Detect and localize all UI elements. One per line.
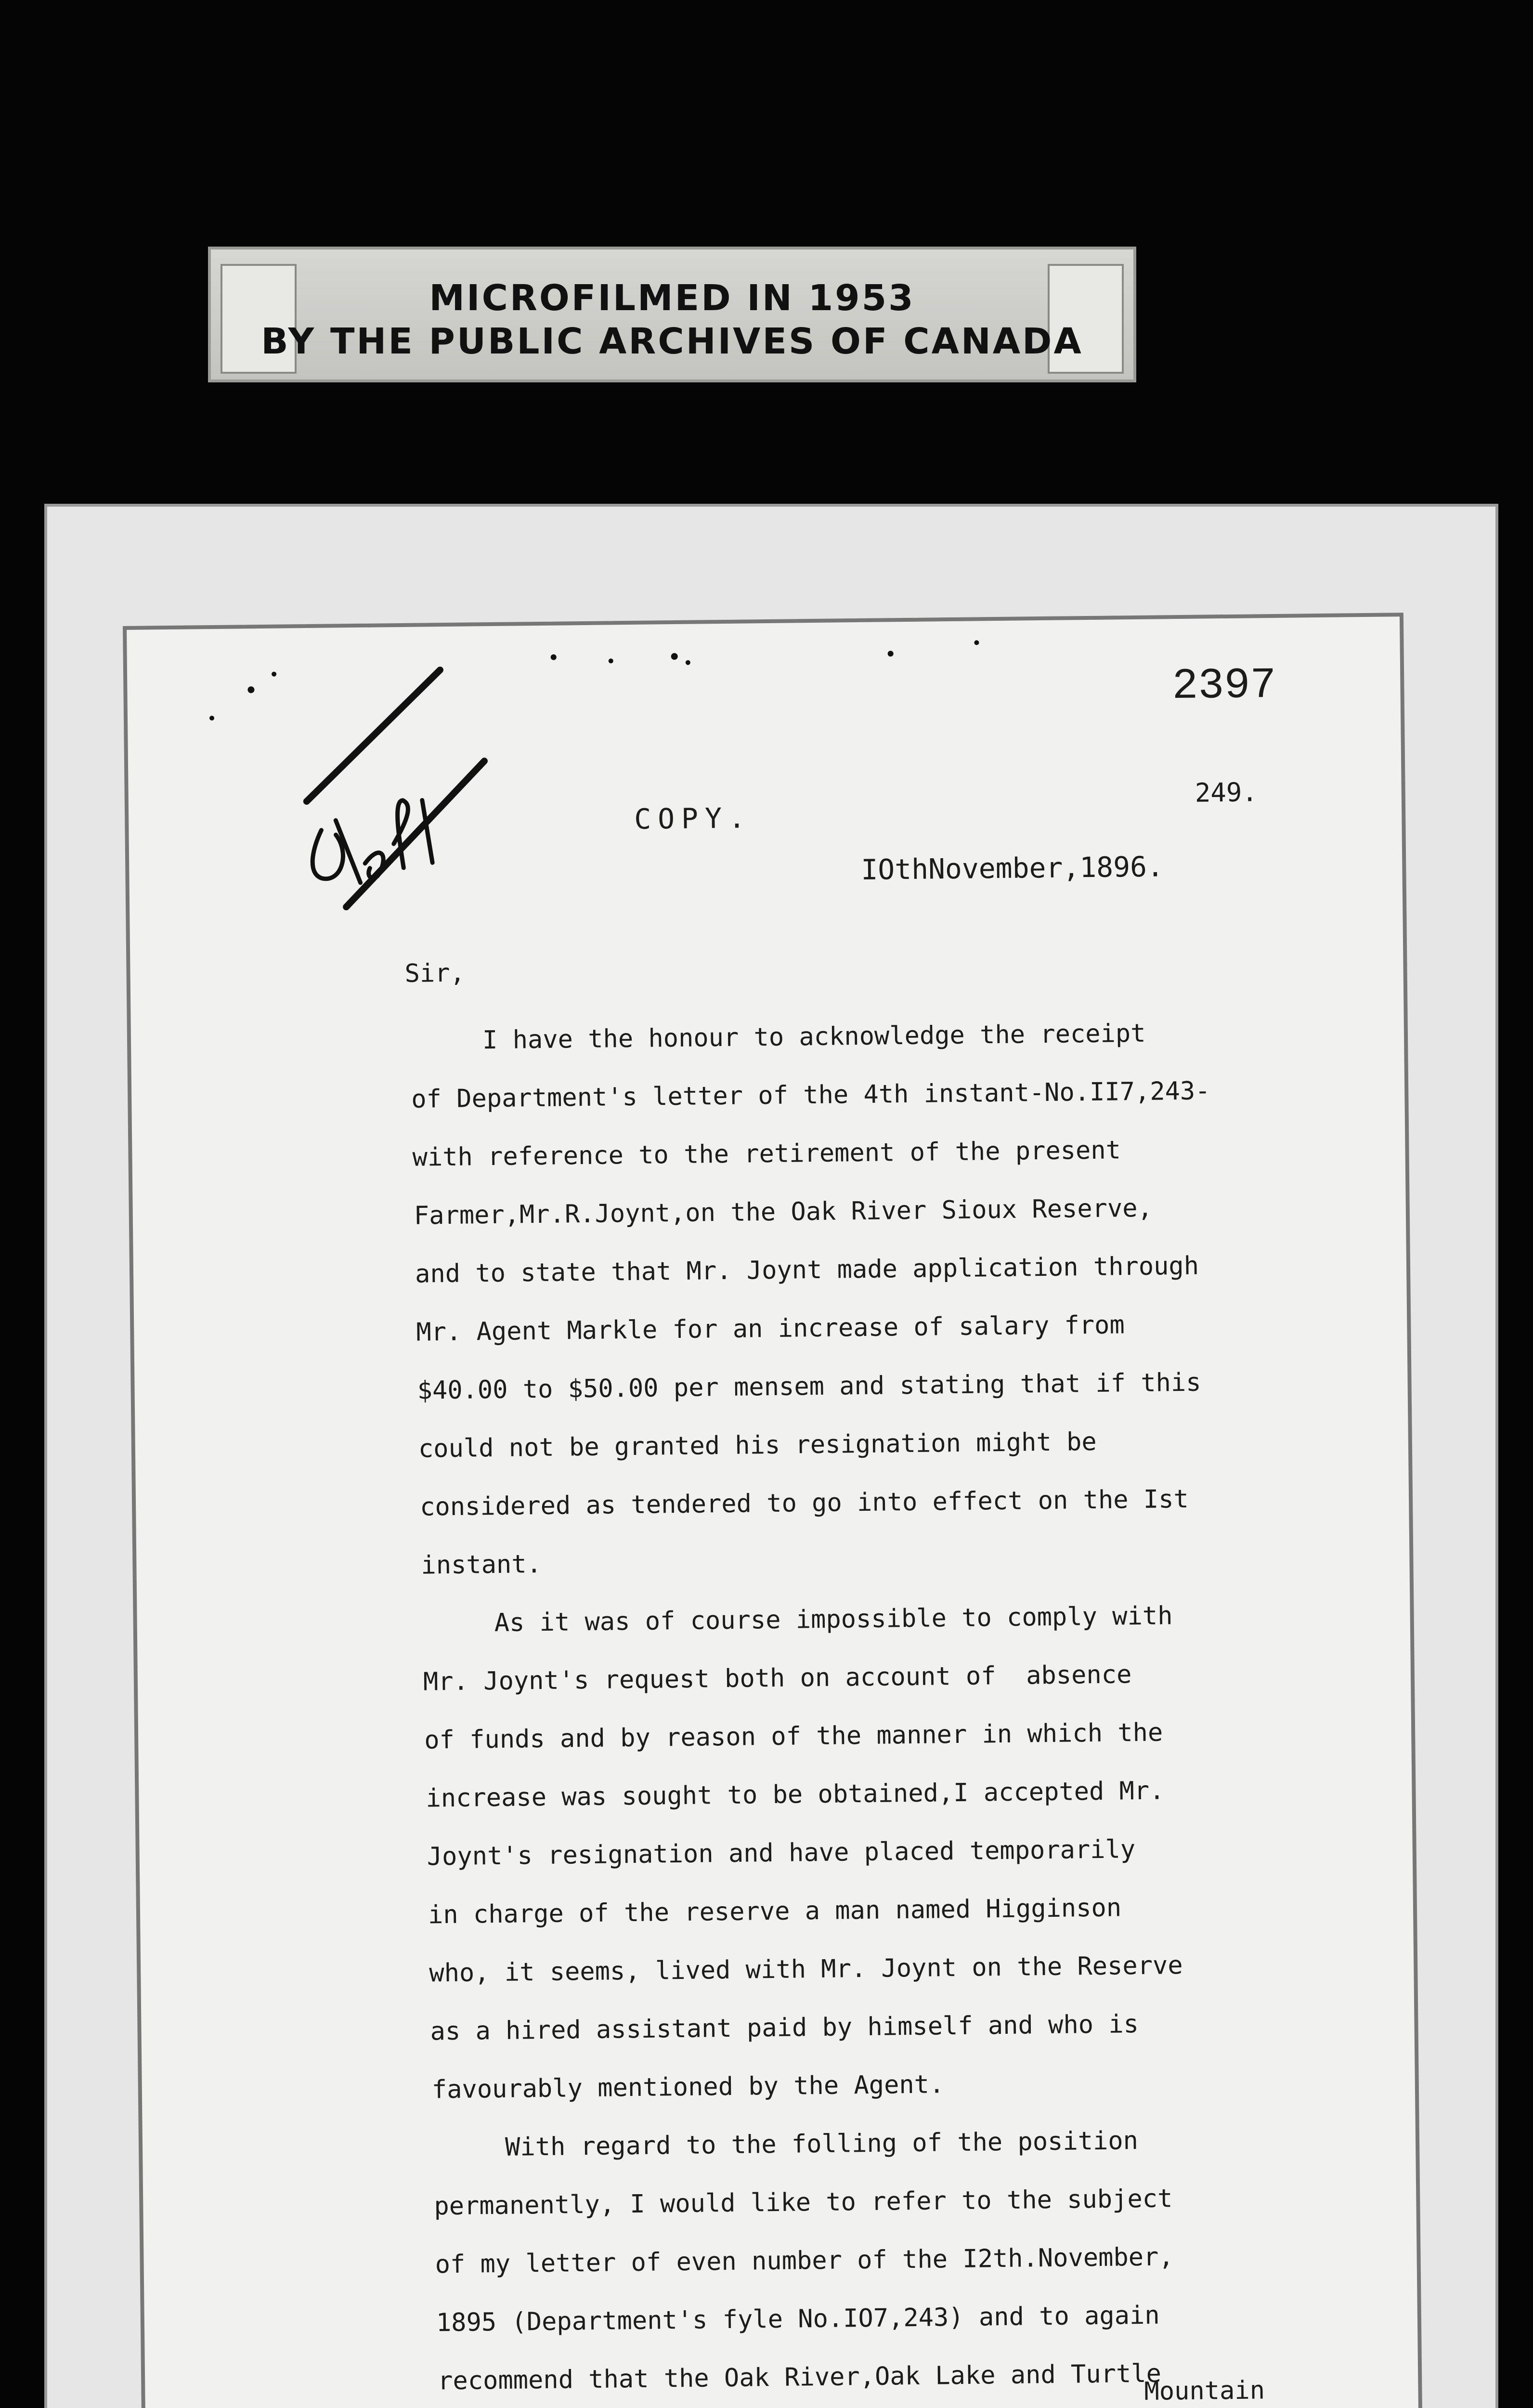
page-number: 249. <box>1195 777 1258 808</box>
body-line: considered as tendered to go into effect on the Ist <box>419 1484 1189 1522</box>
microfilm-label-line-1: MICROFILMED IN 1953 <box>429 277 915 319</box>
body-line: as a hired assistant paid by himself and who is <box>430 2010 1139 2046</box>
body-line: favourably mentioned by the Agent. <box>431 2070 945 2105</box>
body-line: and to state that Mr. Joynt made application through <box>415 1251 1199 1289</box>
body-line: of my letter of even number of the I2th.November, <box>435 2242 1174 2279</box>
copy-mark: COPY. <box>634 801 753 836</box>
body-line: permanently, I would like to refer to the subject <box>434 2184 1173 2221</box>
body-line: With regard to the folling of the position <box>505 2126 1139 2162</box>
speck <box>671 653 678 660</box>
letter-body <box>127 616 1421 2408</box>
body-line: Mr. Joynt's request both on account of absence <box>423 1660 1132 1697</box>
letter-date: IOthNovember,1896. <box>861 850 1164 886</box>
speck <box>209 716 214 720</box>
body-line: of Department's letter of the 4th instant-No.II7,243- <box>411 1076 1210 1114</box>
body-line: As it was of course impossible to comply with <box>494 1601 1173 1638</box>
speck <box>272 672 276 677</box>
microfilm-label <box>208 247 1136 382</box>
speck <box>974 640 979 645</box>
body-line: 1895 (Department's fyle No.IO7,243) and to again <box>436 2301 1160 2338</box>
body-line: in charge of the reserve a man named Higginson <box>428 1893 1122 1930</box>
speck <box>609 658 613 663</box>
body-line: who, it seems, lived with Mr. Joynt on the Reserve <box>429 1951 1183 1988</box>
body-line: recommend that the Oak River,Oak Lake and Turtle <box>437 2359 1162 2396</box>
speck <box>686 660 690 665</box>
body-line: Joynt's resignation and have placed temporarily <box>427 1835 1136 1871</box>
speck <box>888 651 894 656</box>
speck <box>247 686 254 693</box>
body-line: could not be granted his resignation might be <box>418 1427 1097 1464</box>
body-line: of funds and by reason of the manner in which the <box>424 1718 1163 1755</box>
body-line: Mr. Agent Markle for an increase of salary from <box>416 1310 1125 1347</box>
microfilm-label-line-2: BY THE PUBLIC ARCHIVES OF CANADA <box>261 321 1083 362</box>
speck <box>551 654 557 660</box>
body-line: I have the honour to acknowledge the receipt <box>482 1019 1146 1055</box>
body-line: increase was sought to be obtained,I accepted Mr. <box>426 1776 1165 1813</box>
body-line: instant. <box>421 1549 542 1580</box>
salutation: Sir, <box>404 958 466 988</box>
body-line: $40.00 to $50.00 per mensem and stating that if this <box>417 1368 1201 1405</box>
letter-page <box>123 613 1425 2408</box>
body-line: Farmer,Mr.R.Joynt,on the Oak River Sioux Reserve, <box>414 1193 1153 1230</box>
folio-number: 2397 <box>1171 661 1277 712</box>
body-line: with reference to the retirement of the present <box>412 1136 1121 1172</box>
continuation-word: Mountain <box>1144 2376 1265 2406</box>
